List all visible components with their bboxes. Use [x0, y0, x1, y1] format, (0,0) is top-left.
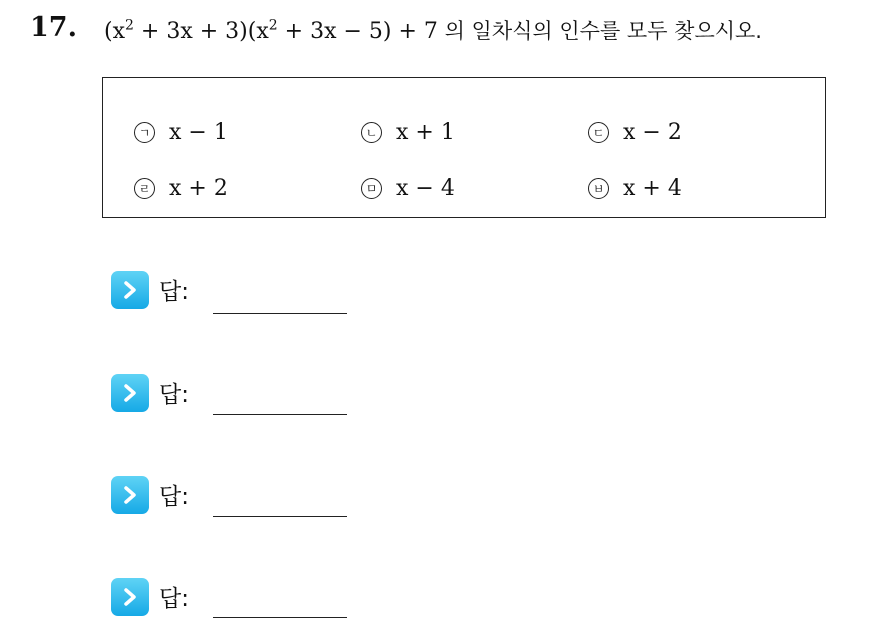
- chevron-right-icon: [111, 374, 149, 412]
- choice-item[interactable]: [134, 176, 228, 201]
- answer-blank[interactable]: [213, 313, 347, 314]
- choice-expression: x − 2: [623, 120, 682, 145]
- choice-marker: ㄴ: [361, 122, 382, 143]
- expression: $(x^2 + 3x + 3)(x^2 + 3x - 5) + 7$: [104, 17, 438, 44]
- answer-row: [111, 374, 189, 412]
- choice-expression: x − 1: [169, 120, 228, 145]
- answer-blank[interactable]: [213, 414, 347, 415]
- answer-row: [111, 578, 189, 616]
- chevron-right-icon: [111, 271, 149, 309]
- answer-blank[interactable]: [213, 617, 347, 618]
- choice-marker: ㄷ: [588, 122, 609, 143]
- chevron-right-icon: [111, 578, 149, 616]
- chevron-right-icon: [111, 476, 149, 514]
- choice-item[interactable]: [588, 120, 682, 145]
- answer-label: 답:: [159, 586, 189, 612]
- answer-label: 답:: [159, 382, 189, 408]
- question-number: 17.: [30, 12, 77, 43]
- choice-item[interactable]: [361, 176, 455, 201]
- answer-row: [111, 271, 189, 309]
- choice-marker: ㅁ: [361, 178, 382, 199]
- choice-item[interactable]: [361, 120, 455, 145]
- choice-expression: x + 4: [623, 176, 682, 201]
- choice-item[interactable]: [588, 176, 682, 201]
- answer-label: 답:: [159, 279, 189, 305]
- choice-expression: x + 2: [169, 176, 228, 201]
- choice-marker: ㄹ: [134, 178, 155, 199]
- answer-row: [111, 476, 189, 514]
- choices-box: [102, 77, 826, 218]
- question-stem: [104, 15, 762, 45]
- answer-label: 답:: [159, 484, 189, 510]
- choice-expression: x − 4: [396, 176, 455, 201]
- choice-expression: x + 1: [396, 120, 455, 145]
- answer-blank[interactable]: [213, 516, 347, 517]
- question-text: 의 일차식의 인수를 모두 찾으시오.: [437, 19, 762, 43]
- choice-marker: ㅂ: [588, 178, 609, 199]
- choice-marker: ㄱ: [134, 122, 155, 143]
- choice-item[interactable]: [134, 120, 228, 145]
